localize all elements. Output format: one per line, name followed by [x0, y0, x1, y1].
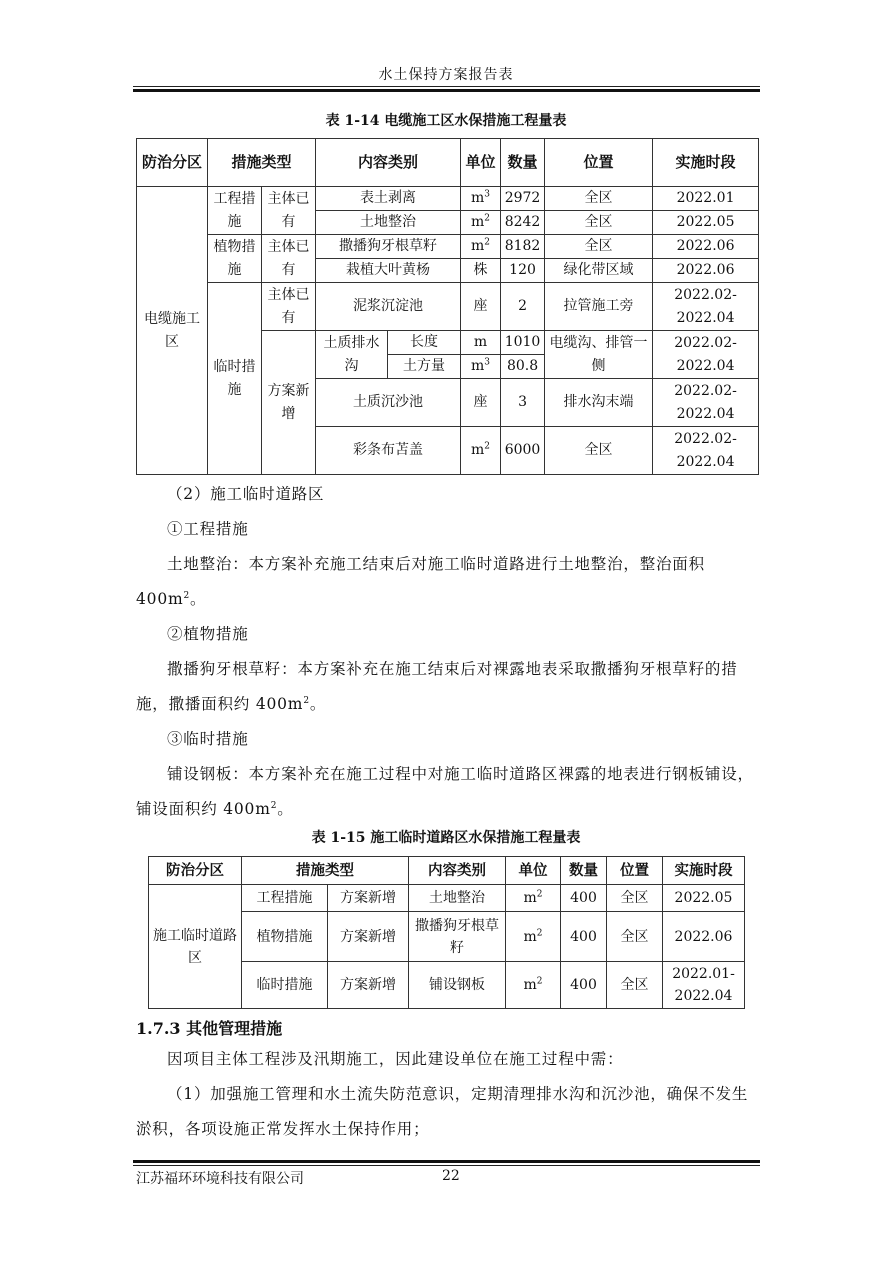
- loc-cell: 绿化带区域: [545, 259, 653, 283]
- category-cell: 工程措施: [242, 885, 328, 912]
- footer-rule-thick: [133, 1160, 760, 1163]
- temp-measure-heading: ③临时措施: [167, 730, 249, 748]
- loc-cell: 全区: [607, 962, 663, 1009]
- qty-cell: 3: [501, 379, 545, 427]
- plant-measure-text: 撒播狗牙根草籽：本方案补充在施工结束后对裸露地表采取撒播狗牙根草籽的措施，撒播面积约 $400m^2$。: [136, 660, 738, 713]
- unit-cell: $m^3$: [461, 355, 501, 379]
- table-row: [137, 283, 759, 331]
- eng-measure-heading: ①工程措施: [167, 520, 249, 538]
- qty-cell: 1010: [501, 331, 545, 355]
- header-loc: 位置: [607, 857, 663, 885]
- content-cell: 泥浆沉淀池: [316, 283, 461, 331]
- subcategory-cell: 主体已有: [262, 187, 316, 235]
- category-cell: 植物措施: [242, 912, 328, 962]
- unit-cell: 座: [461, 379, 501, 427]
- qty-cell: 80.8: [501, 355, 545, 379]
- content-cell: 撒播狗牙根草籽: [409, 912, 506, 962]
- temp-measure-text: 铺设钢板：本方案补充在施工过程中对施工临时道路区裸露的地表进行钢板铺设，铺设面积约 $400m^2$。: [136, 765, 754, 818]
- table-14: [136, 138, 759, 475]
- table-15-caption: 表 1-15 施工临时道路区水保措施工程量表: [311, 830, 581, 846]
- unit-cell: $m^3$: [461, 187, 501, 211]
- content-cell: 撒播狗牙根草籽: [316, 235, 461, 259]
- loc-cell: 排水沟末端: [545, 379, 653, 427]
- section-1-7-3-heading: 1.7.3 其他管理措施: [136, 1019, 283, 1038]
- section-1-7-3-item-1: （1）加强施工管理和水土流失防范意识，定期清理排水沟和沉沙池，确保不发生淤积，各项设施正常发挥水土保持作用；: [136, 1085, 749, 1138]
- category-cell: 临时措施: [242, 962, 328, 1009]
- table-14-caption: 表 1-14 电缆施工区水保措施工程量表: [325, 113, 567, 129]
- qty-cell: 120: [501, 259, 545, 283]
- time-cell: 2022.05: [653, 211, 759, 235]
- content-cell: 土质沉沙池: [316, 379, 461, 427]
- subcategory-cell: 主体已有: [262, 283, 316, 331]
- header-rule-thick: [133, 89, 760, 92]
- table-row: [137, 187, 759, 211]
- content-cell: 彩条布苫盖: [316, 427, 461, 475]
- table-row: [149, 885, 745, 912]
- header-qty: 数量: [501, 139, 545, 187]
- content-cell: 土质排水沟: [316, 331, 388, 379]
- time-cell: 2022.06: [653, 259, 759, 283]
- header-time: 实施时段: [653, 139, 759, 187]
- plant-measure-heading: ②植物措施: [167, 625, 249, 643]
- unit-cell: $m^2$: [461, 211, 501, 235]
- loc-cell: 全区: [545, 427, 653, 475]
- loc-cell: 全区: [545, 235, 653, 259]
- unit-cell: $m^2$: [506, 885, 561, 912]
- header-time: 实施时段: [663, 857, 745, 885]
- qty-cell: 400: [561, 912, 607, 962]
- section-1-7-3-intro: 因项目主体工程涉及汛期施工，因此建设单位在施工过程中需：: [167, 1050, 624, 1068]
- time-cell: 2022.01: [653, 187, 759, 211]
- header-rule-thin: [133, 86, 760, 87]
- table-header-row: [149, 857, 745, 885]
- time-cell: 2022.01-2022.04: [663, 962, 745, 1009]
- qty-cell: 400: [561, 962, 607, 1009]
- table-15: [148, 856, 745, 1009]
- category-cell: 植物措施: [208, 235, 262, 283]
- unit-cell: $m^2$: [506, 962, 561, 1009]
- content-cell: 栽植大叶黄杨: [316, 259, 461, 283]
- content-cell: 铺设钢板: [409, 962, 506, 1009]
- content-subcell: 长度: [388, 331, 461, 355]
- loc-cell: 全区: [545, 211, 653, 235]
- content-cell: 土地整治: [316, 211, 461, 235]
- header-content: 内容类别: [316, 139, 461, 187]
- subcategory-cell: 方案新增: [328, 962, 409, 1009]
- content-cell: 表土剥离: [316, 187, 461, 211]
- time-cell: 2022.06: [663, 912, 745, 962]
- content-cell: 土地整治: [409, 885, 506, 912]
- time-cell: 2022.02-2022.04: [653, 379, 759, 427]
- time-cell: 2022.02-2022.04: [653, 283, 759, 331]
- table-row: [137, 235, 759, 259]
- footer-rule-thin: [133, 1165, 760, 1166]
- content-subcell: 土方量: [388, 355, 461, 379]
- time-cell: 2022.02-2022.04: [653, 331, 759, 379]
- unit-cell: $m^2$: [461, 235, 501, 259]
- loc-cell: 全区: [607, 885, 663, 912]
- loc-cell: 拉管施工旁: [545, 283, 653, 331]
- eng-measure-text: 土地整治：本方案补充施工结束后对施工临时道路进行土地整治，整治面积$400m^2$。: [136, 555, 705, 608]
- header-unit: 单位: [461, 139, 501, 187]
- loc-cell: 全区: [545, 187, 653, 211]
- unit-cell: m: [461, 331, 501, 355]
- loc-cell: 全区: [607, 912, 663, 962]
- qty-cell: 8182: [501, 235, 545, 259]
- unit-cell: 座: [461, 283, 501, 331]
- time-cell: 2022.06: [653, 235, 759, 259]
- time-cell: 2022.05: [663, 885, 745, 912]
- page-header-title: 水土保持方案报告表: [378, 67, 514, 83]
- header-zone: 防治分区: [149, 857, 242, 885]
- qty-cell: 400: [561, 885, 607, 912]
- category-cell: 临时措施: [208, 283, 262, 475]
- loc-cell: 电缆沟、排管一侧: [545, 331, 653, 379]
- zone-cell: 施工临时道路区: [149, 885, 242, 1009]
- unit-cell: $m^2$: [461, 427, 501, 475]
- time-cell: 2022.02-2022.04: [653, 427, 759, 475]
- subcategory-cell: 主体已有: [262, 235, 316, 283]
- qty-cell: 2: [501, 283, 545, 331]
- unit-cell: 株: [461, 259, 501, 283]
- header-qty: 数量: [561, 857, 607, 885]
- section-2-heading: （2）施工临时道路区: [167, 485, 325, 503]
- zone-cell: 电缆施工区: [137, 187, 208, 475]
- qty-cell: 6000: [501, 427, 545, 475]
- qty-cell: 2972: [501, 187, 545, 211]
- footer-company: 江苏福环环境科技有限公司: [136, 1171, 304, 1187]
- header-type: 措施类型: [242, 857, 409, 885]
- category-cell: 工程措施: [208, 187, 262, 235]
- header-unit: 单位: [506, 857, 561, 885]
- header-content: 内容类别: [409, 857, 506, 885]
- subcategory-cell: 方案新增: [328, 912, 409, 962]
- header-zone: 防治分区: [137, 139, 208, 187]
- header-type: 措施类型: [208, 139, 316, 187]
- header-loc: 位置: [545, 139, 653, 187]
- qty-cell: 8242: [501, 211, 545, 235]
- subcategory-cell: 方案新增: [262, 331, 316, 475]
- subcategory-cell: 方案新增: [328, 885, 409, 912]
- unit-cell: $m^2$: [506, 912, 561, 962]
- table-header-row: [137, 139, 759, 187]
- page-number: 22: [442, 1168, 460, 1184]
